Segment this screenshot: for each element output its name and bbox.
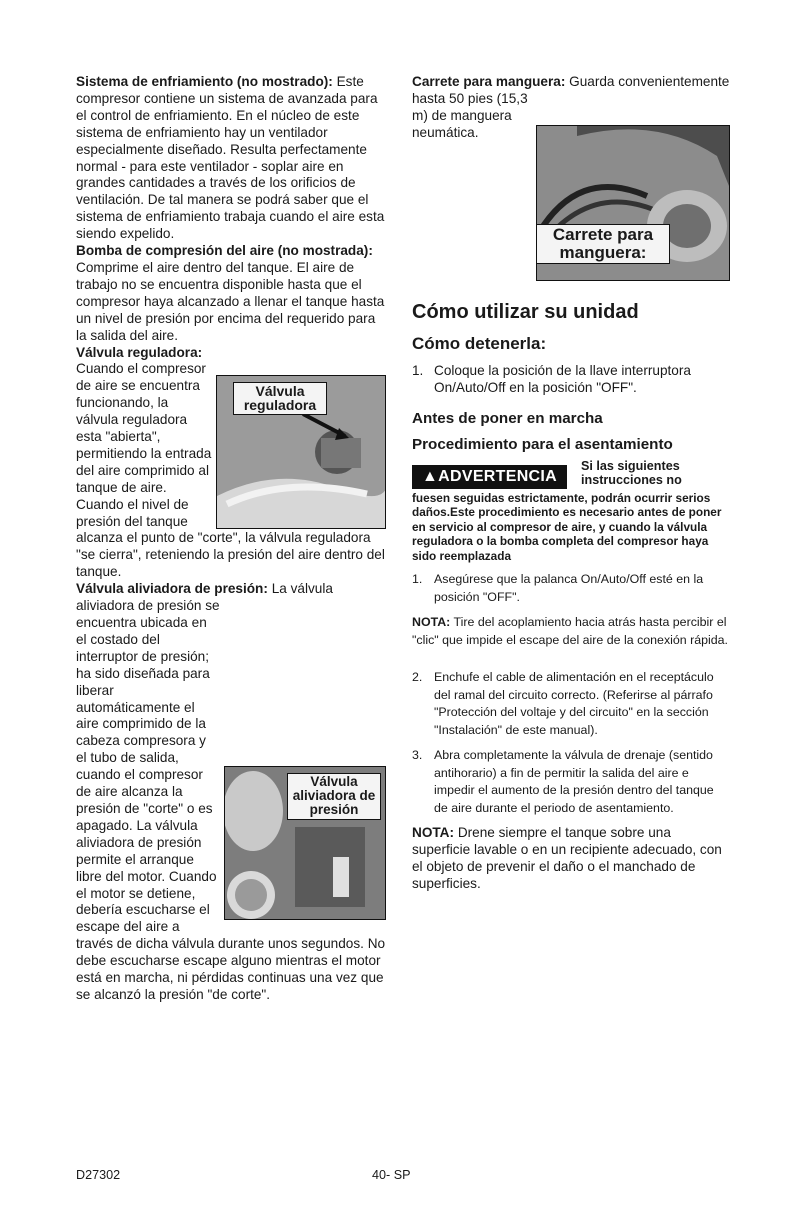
note-1-text: Tire del acoplamiento hacia atrás hasta percibir el "clic" que impide el escape del aire de la conexión rápida. <box>412 615 728 647</box>
warning-badge-text: ADVERTENCIA <box>438 467 558 485</box>
cooling-system-title: Sistema de enfriamiento (no mostrado): <box>76 74 333 89</box>
air-pump-paragraph <box>76 243 386 344</box>
break-in-step-3-text: Abra completamente la válvula de drenaje (sentido antihorario) a fin de permitir la salida del aire e impedir el aumento de la presión dentro del tanque de aire durante el periodo de asentamiento. <box>434 748 714 815</box>
hose-reel-text: Guarda convenientemente hasta 50 pies (15,3 m) de manguera neumática. <box>412 74 730 140</box>
note-1-label: NOTA: <box>412 615 451 630</box>
document-number: D27302 <box>76 1168 121 1182</box>
relief-valve-photo <box>224 766 386 920</box>
hose-reel-photo-label: Carrete para manguera: <box>536 224 670 264</box>
air-pump-text: Comprime el aire dentro del tanque. El aire de trabajo no se encuentra disponible hasta que el compresor haya alcanzado a llenar el tanque hasta un nivel de presión por encima del requerido para la salida del aire. <box>76 259 385 343</box>
warning-body: fuesen seguidas estrictamente, podrán ocurrir serios daños.Este procedimiento es necesario antes de poner en servicio al compresor de aire, y cuando la válvula reguladora o la bomba completa del compresor haya sido reemplazada <box>412 490 722 563</box>
warning-triangle-icon: ▲ <box>422 467 439 485</box>
note-2-text: Drene siempre el tanque sobre una superficie lavable o en un recipiente adecuado, con el objeto de prevenir el daño o el manchado de superficies. <box>412 825 722 892</box>
warning-row <box>412 459 730 489</box>
hose-reel-title: Carrete para manguera: <box>412 74 566 89</box>
page-number: 40- SP <box>372 1168 411 1182</box>
regulator-valve-photo <box>216 375 386 529</box>
how-to-stop-heading: Cómo detenerla: <box>412 333 547 353</box>
break-in-step-2: 2. Enchufe el cable de alimentación en el receptáculo del ramal del circuito correcto. (Referirse al párrafo "Protección del voltaje y del circuito" en la sección "Instalación" de este manual). <box>412 669 730 739</box>
relief-valve-paragraph <box>76 581 386 1004</box>
hose-reel-paragraph <box>412 74 730 262</box>
break-in-step-3: 3. Abra completamente la válvula de drenaje (sentido antihorario) a fin de permitir la salida del aire e impedir el aumento de la presión dentro del tanque de aire durante el periodo de asentamiento. <box>412 747 730 817</box>
regulator-valve-photo-label: Válvula reguladora <box>233 382 327 415</box>
left-column <box>76 74 386 1004</box>
cooling-system-paragraph <box>76 74 386 243</box>
note-2 <box>412 825 730 893</box>
stop-step-1-text: Coloque la posición de la llave interruptora On/Auto/Off en la posición "OFF". <box>434 362 691 395</box>
how-to-use-heading: Cómo utilizar su unidad <box>412 300 639 323</box>
air-pump-title: Bomba de compresión del aire (no mostrada): <box>76 243 373 259</box>
relief-valve-photo-label: Válvula aliviadora de presión <box>287 773 381 820</box>
hose-reel-photo <box>536 125 730 281</box>
cooling-system-text: Este compresor contiene un sistema de avanzada para el control de enfriamiento. En el núcleo de este sistema de enfriamiento hay un ventilador especialmente diseñado. Resulta perfectamente normal - para este ventilador - soplar aire en grandes cantidades a través de los orificios de ventilación. De tal manera se podrá saber que el sistema de enfriamiento trabaja cuando el aire esta siendo expelido. <box>76 74 385 242</box>
break-in-step-1-text: Asegúrese que la palanca On/Auto/Off esté en la posición "OFF". <box>434 572 704 604</box>
break-in-step-2-text: Enchufe el cable de alimentación en el receptáculo del ramal del circuito correcto. (Referirse al párrafo "Protección del voltaje y del circuito" en la sección "Instalación" de este manual). <box>434 670 714 737</box>
regulator-valve-title: Válvula reguladora: <box>76 344 203 360</box>
relief-valve-title: Válvula aliviadora de presión: <box>76 581 268 597</box>
warning-side-text: Si las siguientes instrucciones no <box>581 458 682 488</box>
break-in-heading: Procedimiento para el asentamiento <box>412 435 673 453</box>
before-start-heading: Antes de poner en marcha <box>412 409 603 427</box>
break-in-step-1: 1. Asegúrese que la palanca On/Auto/Off esté en la posición "OFF". <box>412 571 730 606</box>
stop-step-1: 1. Coloque la posición de la llave interruptora On/Auto/Off en la posición "OFF". <box>412 362 730 396</box>
regulator-valve-text: Cuando el compresor de aire se encuentra funcionando, la válvula reguladora esta "abierta", permitiendo la entrada del aire comprimido al tanque de aire. Cuando el nivel de presión del tanque alcanza el punto de "corte", la válvula reguladora "se cierra", reteniendo la presión del aire dentro del tanque. <box>76 361 385 580</box>
regulator-valve-paragraph <box>76 345 386 582</box>
relief-valve-text: La válvula aliviadora de presión se encuentra ubicada en el costado del interruptor de presión; ha sido diseñada para liberar automáticamente el aire comprimido de la cabeza compresora y el tubo de salida, cuando el compresor de aire alcanza la presión de "corte" o es apagado. La válvula aliviadora de presión permite el arranque libre del motor. Cuando el motor se detiene, debería escucharse el escape del aire a través de dicha válvula durante unos segundos. No debe escucharse escape alguno mientras el motor está en marcha, ni pérdidas continuas una vez que se alcanzó la presión "de corte". <box>76 581 386 1002</box>
warning-badge <box>412 465 567 489</box>
note-1 <box>412 614 730 649</box>
right-column <box>412 74 730 893</box>
note-2-label: NOTA: <box>412 825 455 841</box>
